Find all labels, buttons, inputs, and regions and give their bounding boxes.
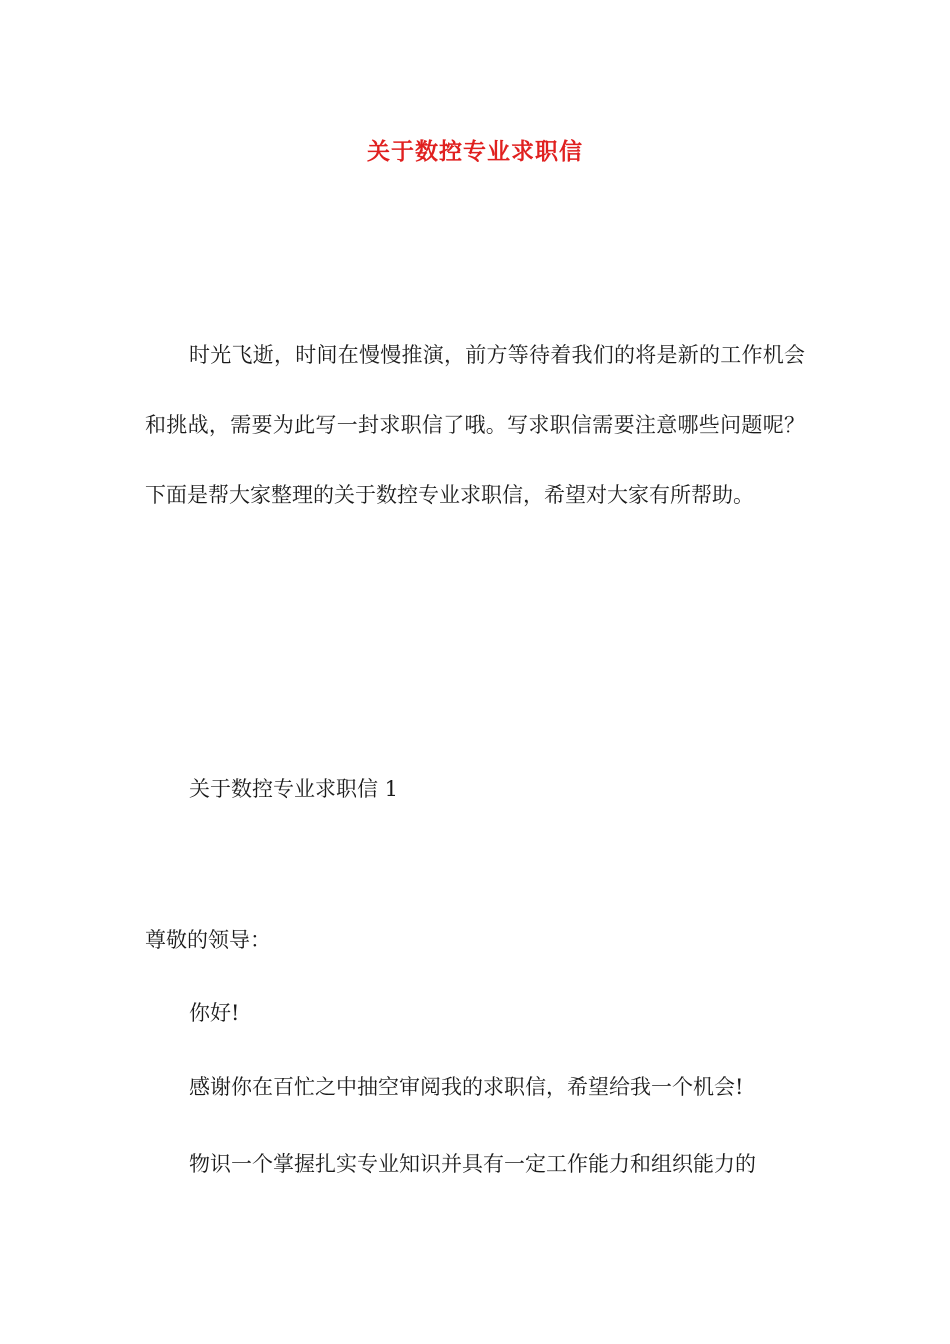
letter-body-paragraph: 物识一个掌握扎实专业知识并具有一定工作能力和组织能力的 (189, 1152, 756, 1176)
letter-thanks-paragraph: 感谢你在百忙之中抽空审阅我的求职信，希望给我一个机会! (189, 1075, 744, 1099)
section-title: 关于数控专业求职信 1 (189, 777, 399, 801)
document-title: 关于数控专业求职信 (367, 138, 583, 165)
letter-greeting: 你好! (189, 1001, 240, 1025)
intro-paragraph: 时光飞逝，时间在慢慢推演，前方等待着我们的将是新的工作机会和挑战，需要为此写一封求职信了哦。写求职信需要注意哪些问题呢？下面是帮大家整理的关于数控专业求职信，希望对大家有所帮助。 (145, 343, 805, 507)
letter-salutation: 尊敬的领导： (145, 928, 271, 952)
